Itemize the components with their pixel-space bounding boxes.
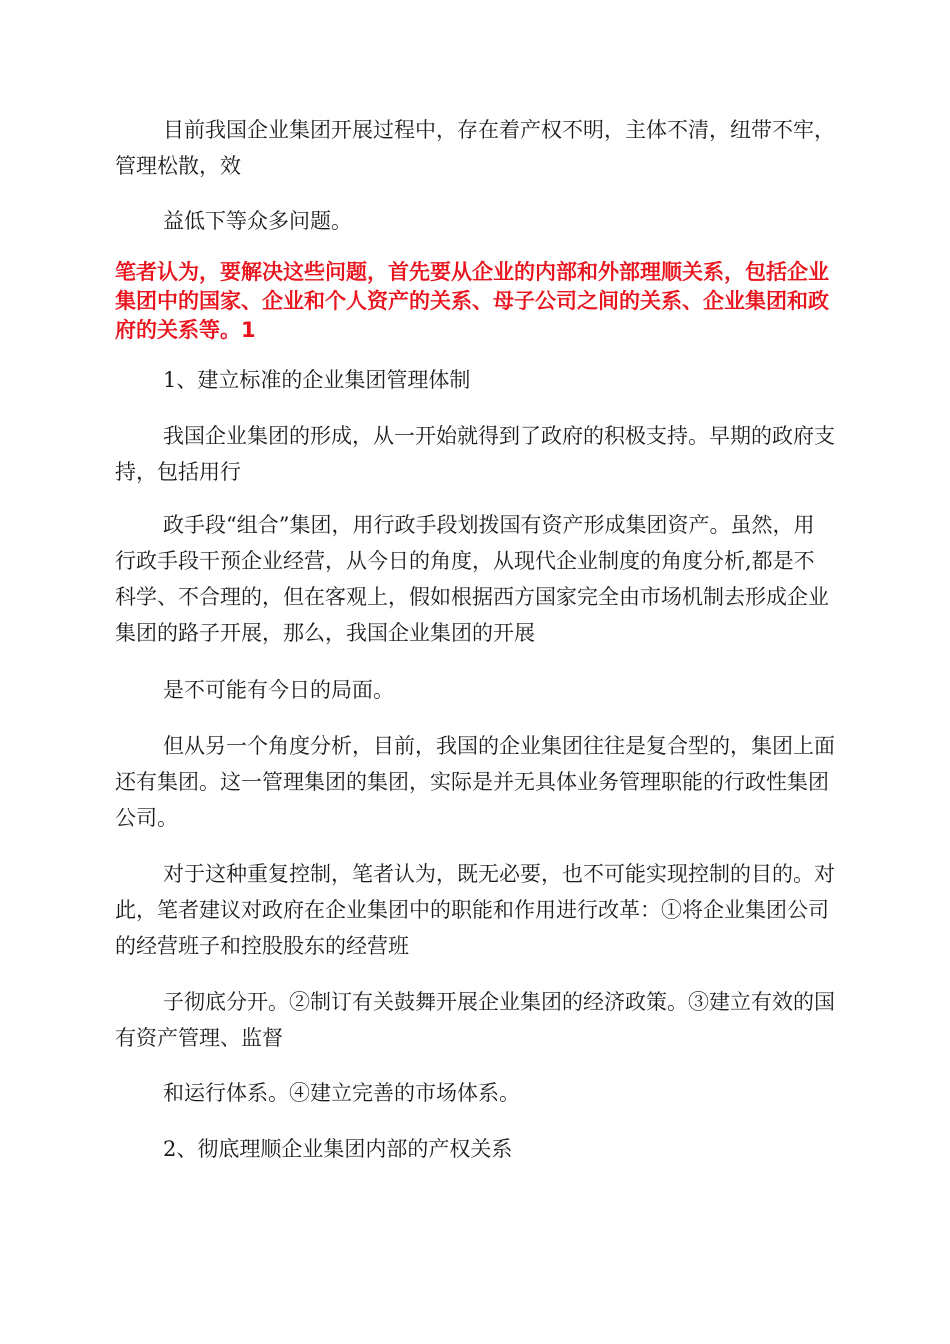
paragraph-market-system: 和运行体系。④建立完善的市场体系。	[163, 1081, 520, 1105]
section-heading-2: 2、彻底理顺企业集团内部的产权关系	[163, 1137, 513, 1161]
paragraph-another-angle: 但从另一个角度分析，目前，我国的企业集团往往是复合型的，集团上面还有集团。这一管理集团的集团，实际是并无具体业务管理职能的行政性集团公司。	[115, 734, 835, 830]
paragraph-intro-continued: 益低下等众多问题。	[163, 209, 352, 233]
paragraph-reform-continued: 子彻底分开。②制订有关鼓舞开展企业集团的经济政策。③建立有效的国有资产管理、监督	[115, 990, 835, 1050]
paragraph-government-support: 我国企业集团的形成，从一开始就得到了政府的积极支持。早期的政府支持，包括用行	[115, 424, 835, 484]
section-heading-1: 1、建立标准的企业集团管理体制	[163, 368, 471, 392]
paragraph-current-situation: 是不可能有今日的局面。	[163, 678, 394, 702]
paragraph-intro: 目前我国企业集团开展过程中，存在着产权不明，主体不清，纽带不牢，管理松散，效	[115, 118, 835, 178]
paragraph-duplicate-control: 对于这种重复控制，笔者认为，既无必要，也不可能实现控制的目的。对此，笔者建议对政府在企业集团中的职能和作用进行改革：①将企业集团公司的经营班子和控股股东的经营班	[115, 862, 835, 958]
paragraph-administrative-means: 政手段“组合”集团，用行政手段划拨国有资产形成集团资产。虽然，用行政手段干预企业经营，从今日的角度，从现代企业制度的角度分析,都是不科学、不合理的，但在客观上，假如根据西方国家完全由市场机制去形成企业集团的路子开展，那么，我国企业集团的开展	[115, 513, 829, 645]
highlighted-paragraph: 笔者认为，要解决这些问题，首先要从企业的内部和外部理顺关系，包括企业集团中的国家、企业和个人资产的关系、母子公司之间的关系、企业集团和政府的关系等。1	[115, 260, 829, 342]
